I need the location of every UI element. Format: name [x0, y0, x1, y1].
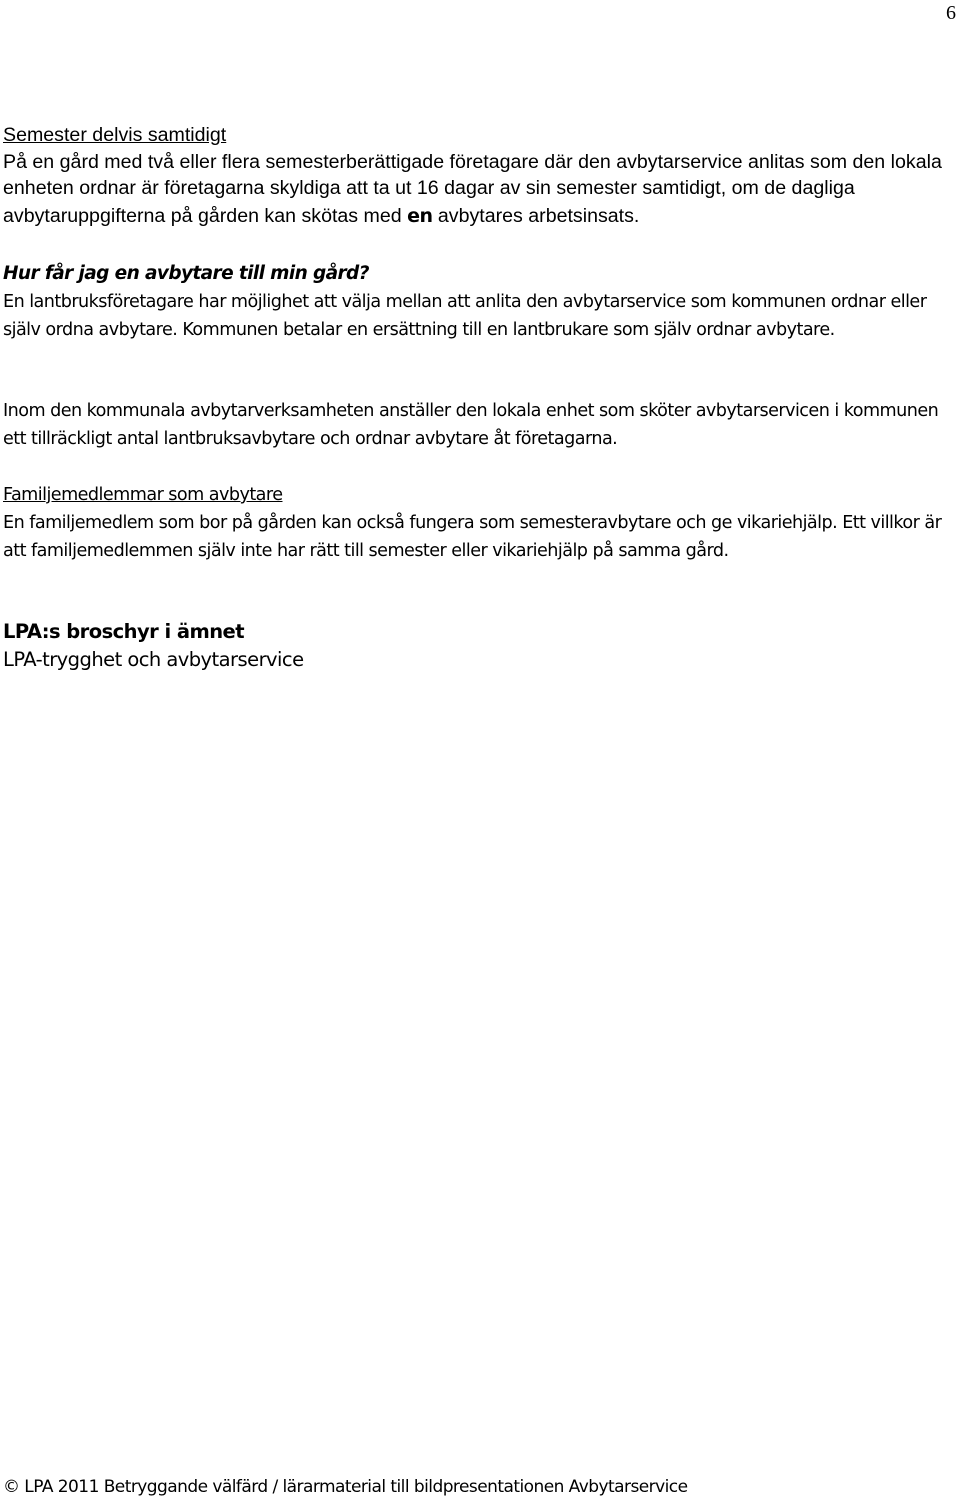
- familj-body: En familjemedlem som bor på gården kan också fungera som semesteravbytare och ge vikariehjälp. Ett villkor är att familjemedlemmen själv inte har rätt till semester eller vikariehjälp på samma gård.: [3, 513, 942, 561]
- footer: © LPA 2011 Betryggande välfärd / lärarmaterial till bildpresentationen Avbytarservice: [3, 1477, 688, 1497]
- section-hur: [3, 260, 958, 344]
- section-inom: [3, 397, 958, 453]
- inom-body: Inom den kommunala avbytarverksamheten anställer den lokala enhet som sköter avbytarservicen i kommunen ett tillräckligt antal lantbruksavbytare och ordnar avbytare åt företagarna.: [3, 401, 939, 449]
- semester-body: [3, 149, 958, 230]
- page-number: 6: [946, 2, 956, 24]
- section-lpa: [3, 618, 958, 674]
- hur-heading: Hur får jag en avbytare till min gård?: [3, 263, 369, 284]
- section-familj: [3, 481, 958, 565]
- lpa-heading: LPA:s broschyr i ämnet: [3, 620, 244, 643]
- semester-body-emphasis: en: [407, 204, 433, 227]
- semester-body-part1: På en gård med två eller flera semesterberättigade företagare där den avbytarservice anlitas som den lokala enheten ordnar är företagarna skyldiga att ta ut 16 dagar av sin semester samtidigt, om de dagliga avbytaruppgifterna på gården kan skötas med: [3, 150, 942, 227]
- semester-heading: Semester delvis samtidigt: [3, 124, 227, 146]
- lpa-brochure-item: LPA-trygghet och avbytarservice: [3, 648, 304, 671]
- hur-body: En lantbruksföretagare har möjlighet att välja mellan att anlita den avbytarservice som kommunen ordnar eller själv ordna avbytare. Kommunen betalar en ersättning till en lantbrukare som själv ordnar avbytare.: [3, 292, 927, 340]
- semester-body-part2: avbytares arbetsinsats.: [432, 204, 640, 227]
- familj-heading: Familjemedlemmar som avbytare: [3, 485, 283, 505]
- section-semester: [3, 122, 958, 230]
